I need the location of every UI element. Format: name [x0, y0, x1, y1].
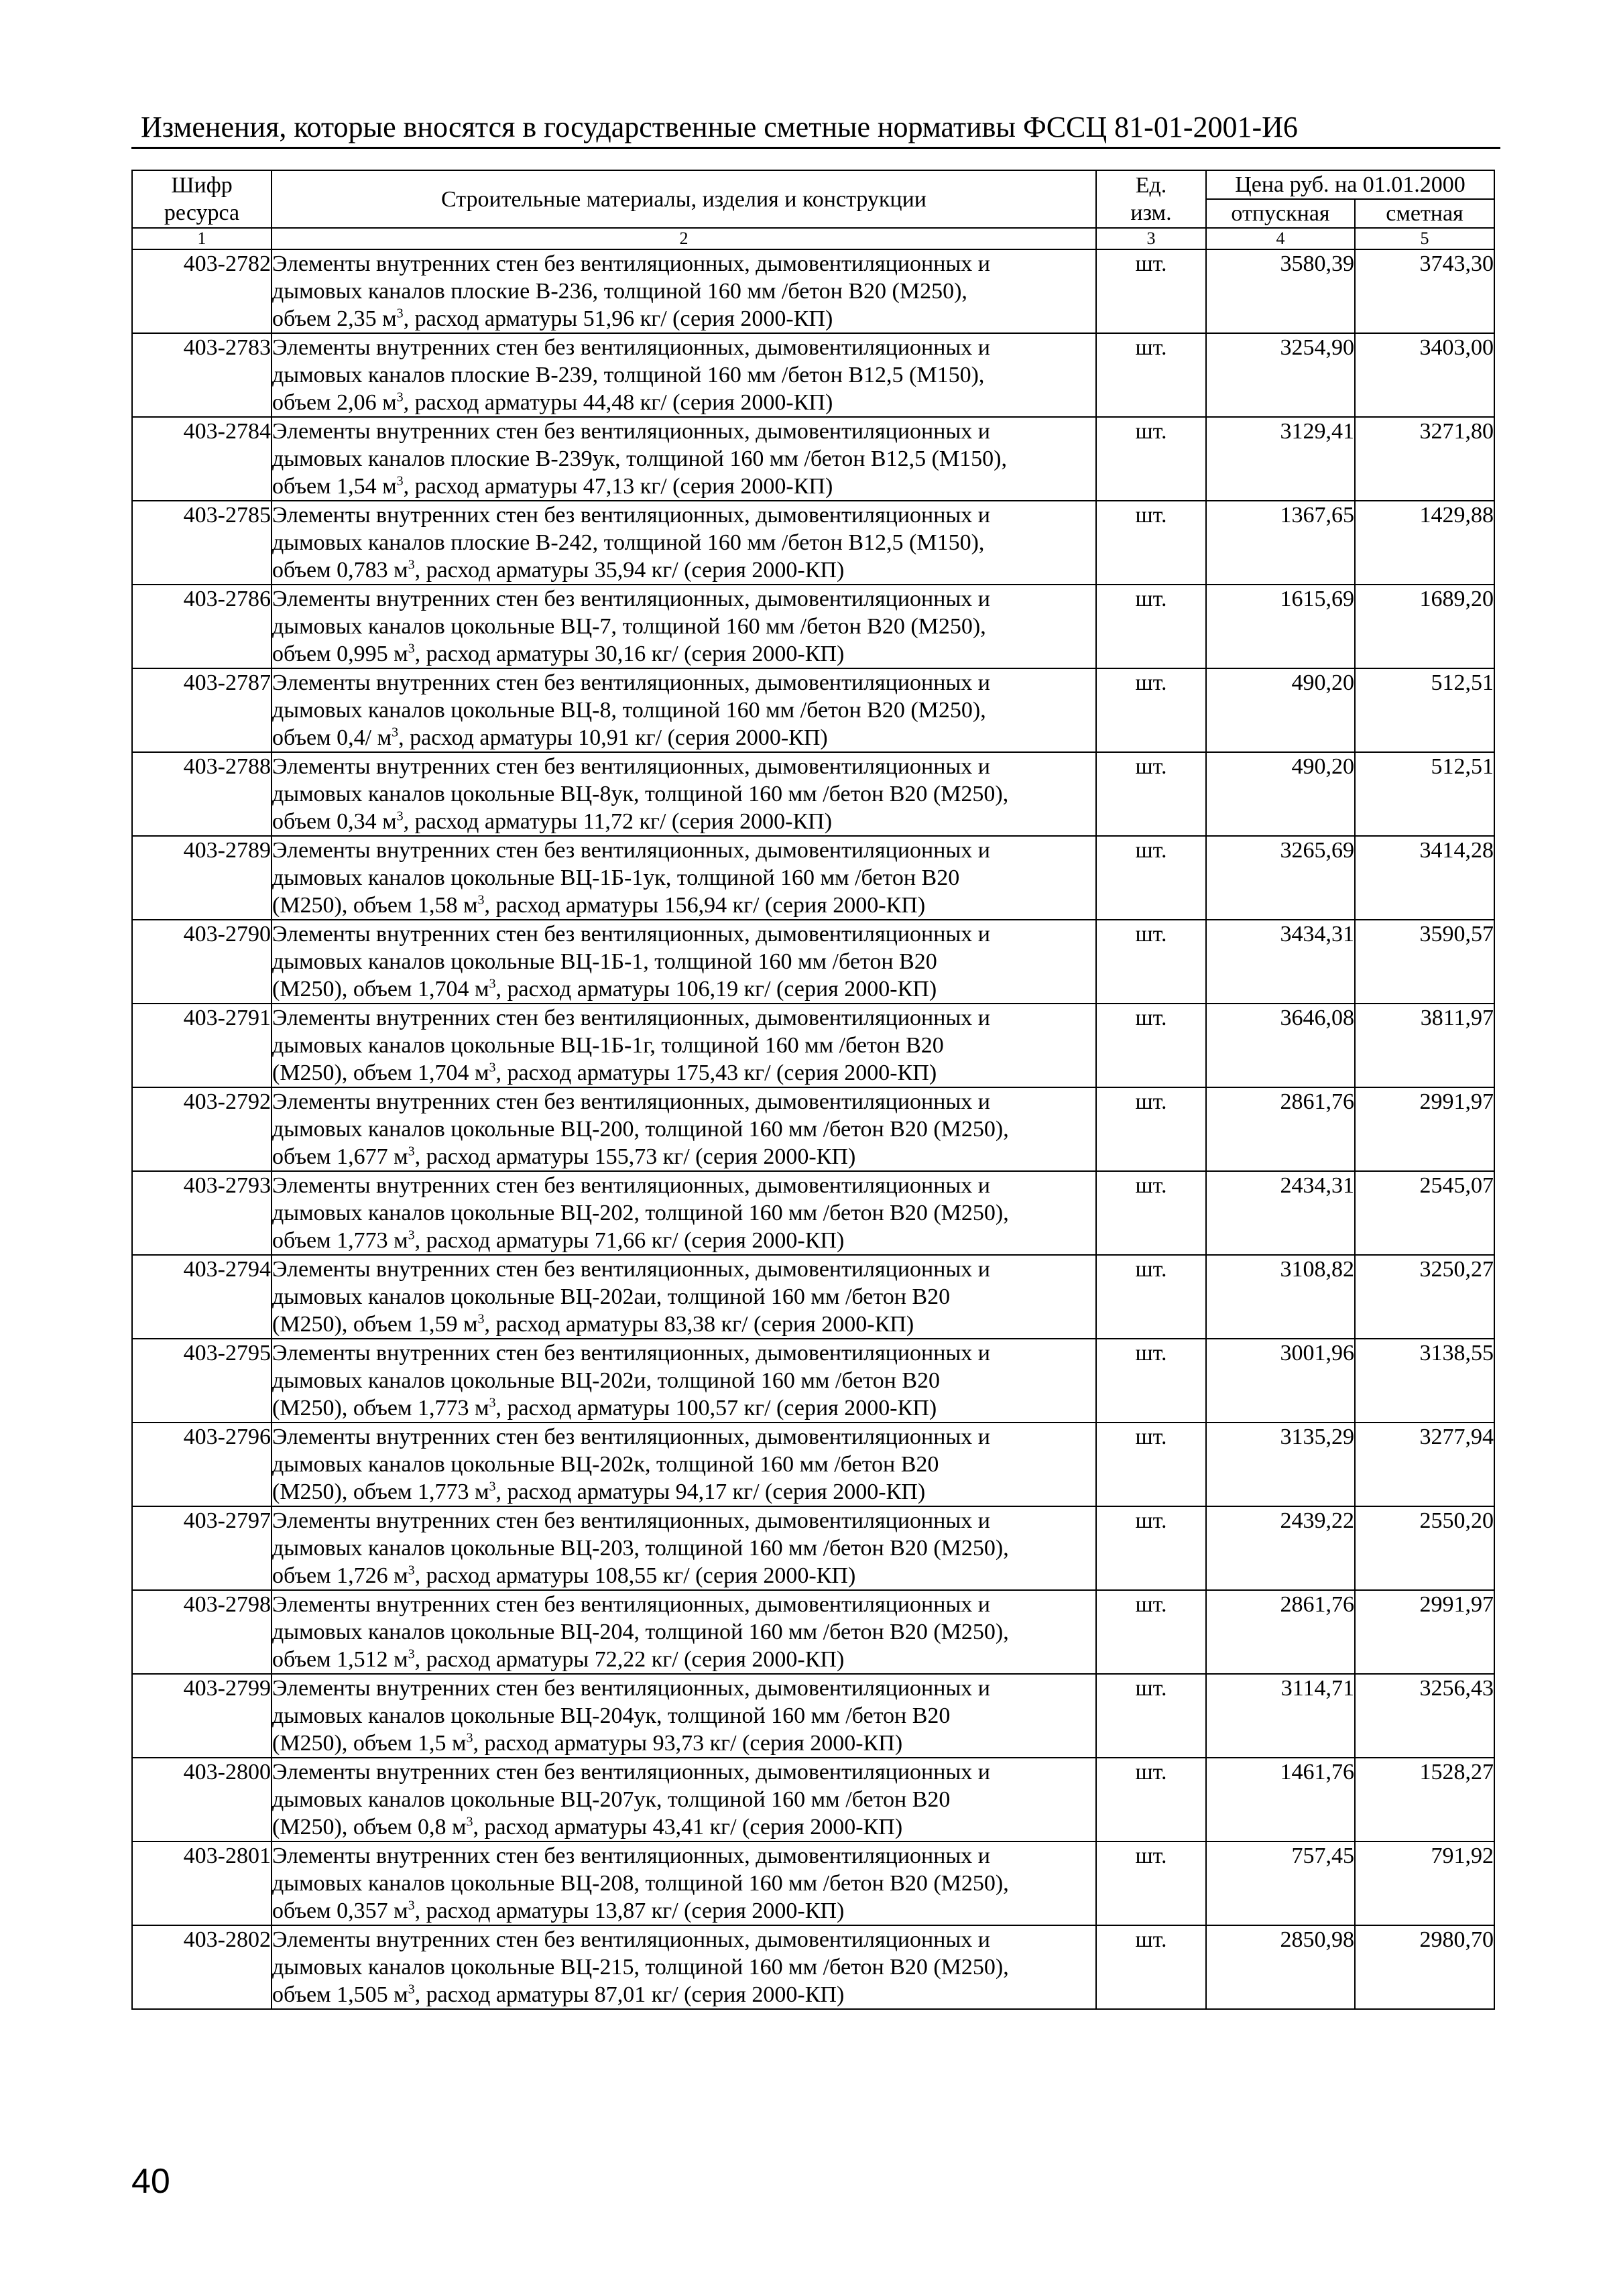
reinforcement-text: , расход арматуры 71,66 кг/ (серия 2000-КП): [414, 1228, 845, 1253]
table-row: [132, 1758, 1494, 1841]
description-line: Элементы внутренних стен без вентиляционных, дымовентиляционных и: [272, 1173, 990, 1198]
description-line: Элементы внутренних стен без вентиляционных, дымовентиляционных и: [272, 1425, 990, 1449]
description-line: [272, 473, 1095, 500]
resource-code: 403-2785: [132, 501, 272, 585]
cubic-superscript: 3: [408, 1898, 415, 1913]
reinforcement-text: , расход арматуры 44,48 кг/ (серия 2000-КП): [403, 390, 833, 415]
description-line: [272, 1478, 1095, 1506]
resource-description: [272, 417, 1096, 501]
column-number: 3: [1096, 228, 1206, 249]
estimate-price: 2980,70: [1355, 1925, 1494, 2009]
header-description: Строительные материалы, изделия и конструкции: [272, 170, 1096, 228]
resource-description: [272, 1423, 1096, 1506]
page-number: 40: [131, 2162, 170, 2201]
header-price-estimate: сметная: [1355, 199, 1494, 228]
volume-text: объем 1,505 м: [272, 1982, 408, 2007]
resource-code: 403-2799: [132, 1674, 272, 1758]
volume-text: (М250), объем 0,8 м: [272, 1815, 467, 1839]
resource-description: [272, 1674, 1096, 1758]
volume-text: объем 1,677 м: [272, 1144, 408, 1169]
release-price: 3265,69: [1206, 836, 1355, 920]
volume-text: объем 1,726 м: [272, 1563, 408, 1588]
description-line: дымовых каналов цокольные ВЦ-8ук, толщиной 160 мм /бетон В20 (М250),: [272, 782, 1009, 806]
reinforcement-text: , расход арматуры 83,38 кг/ (серия 2000-КП): [484, 1312, 914, 1337]
resource-code: 403-2796: [132, 1423, 272, 1506]
reinforcement-text: , расход арматуры 30,16 кг/ (серия 2000-КП): [414, 642, 845, 666]
unit-cell: шт.: [1096, 249, 1206, 333]
cubic-superscript: 3: [408, 1646, 415, 1662]
table-row: [132, 585, 1494, 668]
description-line: дымовых каналов цокольные ВЦ-8, толщиной 160 мм /бетон В20 (М250),: [272, 698, 986, 723]
description-line: [272, 1981, 1095, 2008]
description-line: Элементы внутренних стен без вентиляционных, дымовентиляционных и: [272, 503, 990, 528]
cubic-superscript: 3: [408, 1563, 415, 1578]
volume-text: объем 0,783 м: [272, 558, 408, 583]
description-line: дымовых каналов цокольные ВЦ-1Б-1ук, толщиной 160 мм /бетон В20: [272, 865, 960, 890]
resource-code: 403-2797: [132, 1506, 272, 1590]
description-line: Элементы внутренних стен без вентиляционных, дымовентиляционных и: [272, 1927, 990, 1952]
volume-text: объем 2,06 м: [272, 390, 397, 415]
resource-description: [272, 249, 1096, 333]
estimate-price: 3743,30: [1355, 249, 1494, 333]
estimate-price: 3590,57: [1355, 920, 1494, 1004]
volume-text: (М250), объем 1,5 м: [272, 1731, 467, 1756]
resource-description: [272, 1339, 1096, 1423]
release-price: 3434,31: [1206, 920, 1355, 1004]
resource-code: 403-2793: [132, 1171, 272, 1255]
volume-text: объем 0,357 м: [272, 1898, 408, 1923]
column-number: 4: [1206, 228, 1355, 249]
description-line: [272, 808, 1095, 835]
volume-text: (М250), объем 1,773 м: [272, 1396, 489, 1421]
cubic-superscript: 3: [477, 892, 485, 908]
estimate-price: 1429,88: [1355, 501, 1494, 585]
release-price: 490,20: [1206, 668, 1355, 752]
table-row: [132, 501, 1494, 585]
header-unit: [1096, 170, 1206, 228]
table-row: [132, 249, 1494, 333]
unit-cell: шт.: [1096, 668, 1206, 752]
volume-text: объем 2,35 м: [272, 306, 397, 331]
document-header: Изменения, которые вносятся в государственные сметные нормативы ФССЦ 81-01-2001-И6: [141, 111, 1298, 143]
resource-description: [272, 752, 1096, 836]
header-price-release: отпускная: [1206, 199, 1355, 228]
release-price: 2861,76: [1206, 1087, 1355, 1171]
resource-description: [272, 920, 1096, 1004]
cubic-superscript: 3: [408, 1227, 415, 1243]
description-line: дымовых каналов цокольные ВЦ-202аи, толщиной 160 мм /бетон В20: [272, 1284, 951, 1309]
unit-cell: шт.: [1096, 1841, 1206, 1925]
resource-code: 403-2792: [132, 1087, 272, 1171]
release-price: 3135,29: [1206, 1423, 1355, 1506]
resource-code: 403-2802: [132, 1925, 272, 2009]
resource-description: [272, 1171, 1096, 1255]
resource-description: [272, 668, 1096, 752]
resource-description: [272, 501, 1096, 585]
description-line: [272, 1311, 1095, 1338]
reinforcement-text: , расход арматуры 35,94 кг/ (серия 2000-КП): [414, 558, 845, 583]
unit-cell: шт.: [1096, 836, 1206, 920]
unit-cell: шт.: [1096, 1590, 1206, 1674]
description-line: [272, 1143, 1095, 1170]
cubic-superscript: 3: [396, 808, 404, 824]
reinforcement-text: , расход арматуры 87,01 кг/ (серия 2000-КП): [414, 1982, 845, 2007]
reinforcement-text: , расход арматуры 72,22 кг/ (серия 2000-КП): [414, 1647, 845, 1672]
cubic-superscript: 3: [396, 473, 404, 489]
release-price: 1367,65: [1206, 501, 1355, 585]
table-row: [132, 1925, 1494, 2009]
reinforcement-text: , расход арматуры 106,19 кг/ (серия 2000-КП): [495, 977, 937, 1002]
release-price: 3108,82: [1206, 1255, 1355, 1339]
resource-description: [272, 836, 1096, 920]
resource-code: 403-2787: [132, 668, 272, 752]
estimate-price: 3138,55: [1355, 1339, 1494, 1423]
resource-code: 403-2784: [132, 417, 272, 501]
release-price: 757,45: [1206, 1841, 1355, 1925]
release-price: 3129,41: [1206, 417, 1355, 501]
resource-code: 403-2790: [132, 920, 272, 1004]
estimate-price: 2550,20: [1355, 1506, 1494, 1590]
unit-cell: шт.: [1096, 1758, 1206, 1841]
unit-cell: шт.: [1096, 501, 1206, 585]
description-line: дымовых каналов цокольные ВЦ-1Б-1г, толщиной 160 мм /бетон В20: [272, 1033, 944, 1058]
resource-code: 403-2800: [132, 1758, 272, 1841]
unit-cell: шт.: [1096, 1339, 1206, 1423]
description-line: дымовых каналов цокольные ВЦ-202к, толщиной 160 мм /бетон В20: [272, 1452, 939, 1477]
description-line: [272, 1059, 1095, 1087]
table-row: [132, 1087, 1494, 1171]
estimate-price: 3403,00: [1355, 333, 1494, 417]
table-row: [132, 920, 1494, 1004]
description-line: [272, 892, 1095, 919]
volume-text: (М250), объем 1,59 м: [272, 1312, 478, 1337]
table-row: [132, 1674, 1494, 1758]
resource-code: 403-2782: [132, 249, 272, 333]
volume-text: (М250), объем 1,773 м: [272, 1479, 489, 1504]
release-price: 3646,08: [1206, 1004, 1355, 1087]
description-line: дымовых каналов цокольные ВЦ-204ук, толщиной 160 мм /бетон В20: [272, 1703, 951, 1728]
description-line: [272, 640, 1095, 668]
cubic-superscript: 3: [489, 1395, 496, 1410]
estimate-price: 3277,94: [1355, 1423, 1494, 1506]
volume-text: объем 1,773 м: [272, 1228, 408, 1253]
volume-text: (М250), объем 1,58 м: [272, 893, 478, 918]
unit-cell: шт.: [1096, 1674, 1206, 1758]
description-line: дымовых каналов цокольные ВЦ-207ук, толщиной 160 мм /бетон В20: [272, 1787, 951, 1812]
resource-description: [272, 585, 1096, 668]
reinforcement-text: , расход арматуры 10,91 кг/ (серия 2000-КП): [398, 725, 828, 750]
unit-cell: шт.: [1096, 333, 1206, 417]
cubic-superscript: 3: [489, 1479, 496, 1494]
description-line: дымовых каналов цокольные ВЦ-200, толщиной 160 мм /бетон В20 (М250),: [272, 1117, 1009, 1142]
cubic-superscript: 3: [396, 389, 404, 405]
resource-code: 403-2798: [132, 1590, 272, 1674]
unit-cell: шт.: [1096, 1087, 1206, 1171]
estimate-price: 512,51: [1355, 752, 1494, 836]
description-line: Элементы внутренних стен без вентиляционных, дымовентиляционных и: [272, 1257, 990, 1282]
reinforcement-text: , расход арматуры 43,41 кг/ (серия 2000-КП): [473, 1815, 903, 1839]
description-line: Элементы внутренних стен без вентиляционных, дымовентиляционных и: [272, 1089, 990, 1114]
resource-description: [272, 1758, 1096, 1841]
description-line: дымовых каналов плоские В-239, толщиной 160 мм /бетон В12,5 (М150),: [272, 363, 985, 387]
resource-code: 403-2795: [132, 1339, 272, 1423]
resource-description: [272, 1590, 1096, 1674]
resource-description: [272, 333, 1096, 417]
estimate-price: 2545,07: [1355, 1171, 1494, 1255]
cubic-superscript: 3: [408, 1144, 415, 1159]
table-row: [132, 1004, 1494, 1087]
estimate-price: 3256,43: [1355, 1674, 1494, 1758]
estimate-price: 1689,20: [1355, 585, 1494, 668]
description-line: Элементы внутренних стен без вентиляционных, дымовентиляционных и: [272, 1341, 990, 1366]
column-number: 5: [1355, 228, 1494, 249]
description-line: Элементы внутренних стен без вентиляционных, дымовентиляционных и: [272, 1006, 990, 1030]
release-price: 3580,39: [1206, 249, 1355, 333]
estimate-price: 3250,27: [1355, 1255, 1494, 1339]
header-rule: [131, 147, 1500, 149]
description-line: Элементы внутренних стен без вентиляционных, дымовентиляционных и: [272, 335, 990, 360]
unit-cell: шт.: [1096, 1255, 1206, 1339]
column-number: 2: [272, 228, 1096, 249]
resource-description: [272, 1255, 1096, 1339]
volume-text: объем 0,4/ м: [272, 725, 392, 750]
release-price: 2850,98: [1206, 1925, 1355, 2009]
description-line: дымовых каналов плоские В-239ук, толщиной 160 мм /бетон В12,5 (М150),: [272, 446, 1007, 471]
header-unit-line1: Ед.: [1135, 173, 1167, 198]
description-line: [272, 1813, 1095, 1841]
resource-description: [272, 1506, 1096, 1590]
cubic-superscript: 3: [466, 1730, 473, 1746]
description-line: [272, 1730, 1095, 1757]
description-line: Элементы внутренних стен без вентиляционных, дымовентиляционных и: [272, 1592, 990, 1617]
description-line: Элементы внутренних стен без вентиляционных, дымовентиляционных и: [272, 587, 990, 611]
resource-code: 403-2786: [132, 585, 272, 668]
unit-cell: шт.: [1096, 1506, 1206, 1590]
estimate-price: 2991,97: [1355, 1087, 1494, 1171]
description-line: [272, 389, 1095, 416]
description-line: Элементы внутренних стен без вентиляционных, дымовентиляционных и: [272, 922, 990, 947]
cubic-superscript: 3: [477, 1311, 485, 1327]
release-price: 3001,96: [1206, 1339, 1355, 1423]
header-code-line1: Шифр: [171, 173, 233, 198]
unit-cell: шт.: [1096, 1171, 1206, 1255]
reinforcement-text: , расход арматуры 13,87 кг/ (серия 2000-КП): [414, 1898, 845, 1923]
release-price: 1461,76: [1206, 1758, 1355, 1841]
description-line: [272, 1227, 1095, 1254]
unit-cell: шт.: [1096, 1925, 1206, 2009]
description-line: дымовых каналов цокольные ВЦ-203, толщиной 160 мм /бетон В20 (М250),: [272, 1536, 1009, 1561]
volume-text: объем 0,34 м: [272, 809, 397, 834]
reinforcement-text: , расход арматуры 175,43 кг/ (серия 2000-КП): [495, 1061, 937, 1085]
reinforcement-text: , расход арматуры 108,55 кг/ (серия 2000-КП): [414, 1563, 856, 1588]
description-line: [272, 1394, 1095, 1422]
release-price: 3114,71: [1206, 1674, 1355, 1758]
reinforcement-text: , расход арматуры 11,72 кг/ (серия 2000-КП): [403, 809, 833, 834]
resource-description: [272, 1925, 1096, 2009]
release-price: 490,20: [1206, 752, 1355, 836]
description-line: дымовых каналов цокольные ВЦ-208, толщиной 160 мм /бетон В20 (М250),: [272, 1871, 1009, 1896]
estimate-price: 791,92: [1355, 1841, 1494, 1925]
reinforcement-text: , расход арматуры 100,57 кг/ (серия 2000-КП): [495, 1396, 937, 1421]
table-row: [132, 836, 1494, 920]
description-line: [272, 305, 1095, 333]
cubic-superscript: 3: [408, 557, 415, 572]
reinforcement-text: , расход арматуры 51,96 кг/ (серия 2000-КП): [403, 306, 833, 331]
estimate-price: 3271,80: [1355, 417, 1494, 501]
resource-description: [272, 1841, 1096, 1925]
cubic-superscript: 3: [466, 1814, 473, 1829]
description-line: дымовых каналов цокольные ВЦ-204, толщиной 160 мм /бетон В20 (М250),: [272, 1620, 1009, 1644]
release-price: 2439,22: [1206, 1506, 1355, 1590]
description-line: дымовых каналов плоские В-242, толщиной 160 мм /бетон В12,5 (М150),: [272, 530, 985, 555]
header-price-group: Цена руб. на 01.01.2000: [1206, 170, 1494, 199]
reinforcement-text: , расход арматуры 156,94 кг/ (серия 2000-КП): [484, 893, 926, 918]
cubic-superscript: 3: [392, 725, 399, 740]
table-row: [132, 752, 1494, 836]
header-code-line2: ресурса: [164, 200, 240, 225]
column-number: 1: [132, 228, 272, 249]
reinforcement-text: , расход арматуры 47,13 кг/ (серия 2000-КП): [403, 474, 833, 499]
estimate-price: 1528,27: [1355, 1758, 1494, 1841]
header-code: [132, 170, 272, 228]
description-line: [272, 724, 1095, 751]
resource-code: 403-2791: [132, 1004, 272, 1087]
table-row: [132, 1339, 1494, 1423]
unit-cell: шт.: [1096, 1423, 1206, 1506]
table-body: [132, 249, 1494, 2009]
resource-code: 403-2794: [132, 1255, 272, 1339]
volume-text: (М250), объем 1,704 м: [272, 1061, 489, 1085]
description-line: дымовых каналов цокольные ВЦ-202и, толщиной 160 мм /бетон В20: [272, 1368, 941, 1393]
description-line: [272, 1562, 1095, 1589]
table-row: [132, 1423, 1494, 1506]
reinforcement-text: , расход арматуры 155,73 кг/ (серия 2000-КП): [414, 1144, 856, 1169]
table-row: [132, 333, 1494, 417]
unit-cell: шт.: [1096, 585, 1206, 668]
description-line: Элементы внутренних стен без вентиляционных, дымовентиляционных и: [272, 251, 990, 276]
cubic-superscript: 3: [408, 1982, 415, 1997]
description-line: [272, 556, 1095, 584]
description-line: Элементы внутренних стен без вентиляционных, дымовентиляционных и: [272, 1844, 990, 1868]
description-line: дымовых каналов цокольные ВЦ-1Б-1, толщиной 160 мм /бетон В20: [272, 949, 937, 974]
volume-text: объем 1,54 м: [272, 474, 397, 499]
resource-code: 403-2788: [132, 752, 272, 836]
description-line: Элементы внутренних стен без вентиляционных, дымовентиляционных и: [272, 670, 990, 695]
estimate-price: 3811,97: [1355, 1004, 1494, 1087]
cubic-superscript: 3: [396, 306, 404, 321]
unit-cell: шт.: [1096, 417, 1206, 501]
reinforcement-text: , расход арматуры 94,17 кг/ (серия 2000-КП): [495, 1479, 926, 1504]
table-row: [132, 1171, 1494, 1255]
table-row: [132, 668, 1494, 752]
volume-text: объем 0,995 м: [272, 642, 408, 666]
description-line: Элементы внутренних стен без вентиляционных, дымовентиляционных и: [272, 1760, 990, 1785]
resource-code: 403-2783: [132, 333, 272, 417]
release-price: 3254,90: [1206, 333, 1355, 417]
resource-table: [131, 170, 1495, 2010]
table-row: [132, 1506, 1494, 1590]
description-line: Элементы внутренних стен без вентиляционных, дымовентиляционных и: [272, 838, 990, 863]
description-line: Элементы внутренних стен без вентиляционных, дымовентиляционных и: [272, 1676, 990, 1701]
resource-description: [272, 1004, 1096, 1087]
estimate-price: 512,51: [1355, 668, 1494, 752]
resource-description: [272, 1087, 1096, 1171]
description-line: [272, 1897, 1095, 1925]
table-row: [132, 1255, 1494, 1339]
header-unit-line2: изм.: [1130, 200, 1172, 225]
description-line: [272, 975, 1095, 1003]
resource-code: 403-2801: [132, 1841, 272, 1925]
cubic-superscript: 3: [408, 641, 415, 656]
unit-cell: шт.: [1096, 1004, 1206, 1087]
estimate-price: 3414,28: [1355, 836, 1494, 920]
volume-text: объем 1,512 м: [272, 1647, 408, 1672]
release-price: 1615,69: [1206, 585, 1355, 668]
reinforcement-text: , расход арматуры 93,73 кг/ (серия 2000-КП): [473, 1731, 903, 1756]
cubic-superscript: 3: [489, 976, 496, 991]
release-price: 2434,31: [1206, 1171, 1355, 1255]
description-line: дымовых каналов цокольные ВЦ-7, толщиной 160 мм /бетон В20 (М250),: [272, 614, 986, 639]
table-row: [132, 1841, 1494, 1925]
description-line: Элементы внутренних стен без вентиляционных, дымовентиляционных и: [272, 1508, 990, 1533]
description-line: дымовых каналов цокольные ВЦ-215, толщиной 160 мм /бетон В20 (М250),: [272, 1955, 1009, 1980]
description-line: Элементы внутренних стен без вентиляционных, дымовентиляционных и: [272, 419, 990, 444]
description-line: Элементы внутренних стен без вентиляционных, дымовентиляционных и: [272, 754, 990, 779]
description-line: дымовых каналов цокольные ВЦ-202, толщиной 160 мм /бетон В20 (М250),: [272, 1201, 1009, 1225]
unit-cell: шт.: [1096, 920, 1206, 1004]
unit-cell: шт.: [1096, 752, 1206, 836]
table-row: [132, 1590, 1494, 1674]
resource-code: 403-2789: [132, 836, 272, 920]
table-row: [132, 417, 1494, 501]
release-price: 2861,76: [1206, 1590, 1355, 1674]
cubic-superscript: 3: [489, 1060, 496, 1075]
estimate-price: 2991,97: [1355, 1590, 1494, 1674]
description-line: [272, 1646, 1095, 1673]
description-line: дымовых каналов плоские В-236, толщиной 160 мм /бетон В20 (М250),: [272, 279, 967, 304]
volume-text: (М250), объем 1,704 м: [272, 977, 489, 1002]
